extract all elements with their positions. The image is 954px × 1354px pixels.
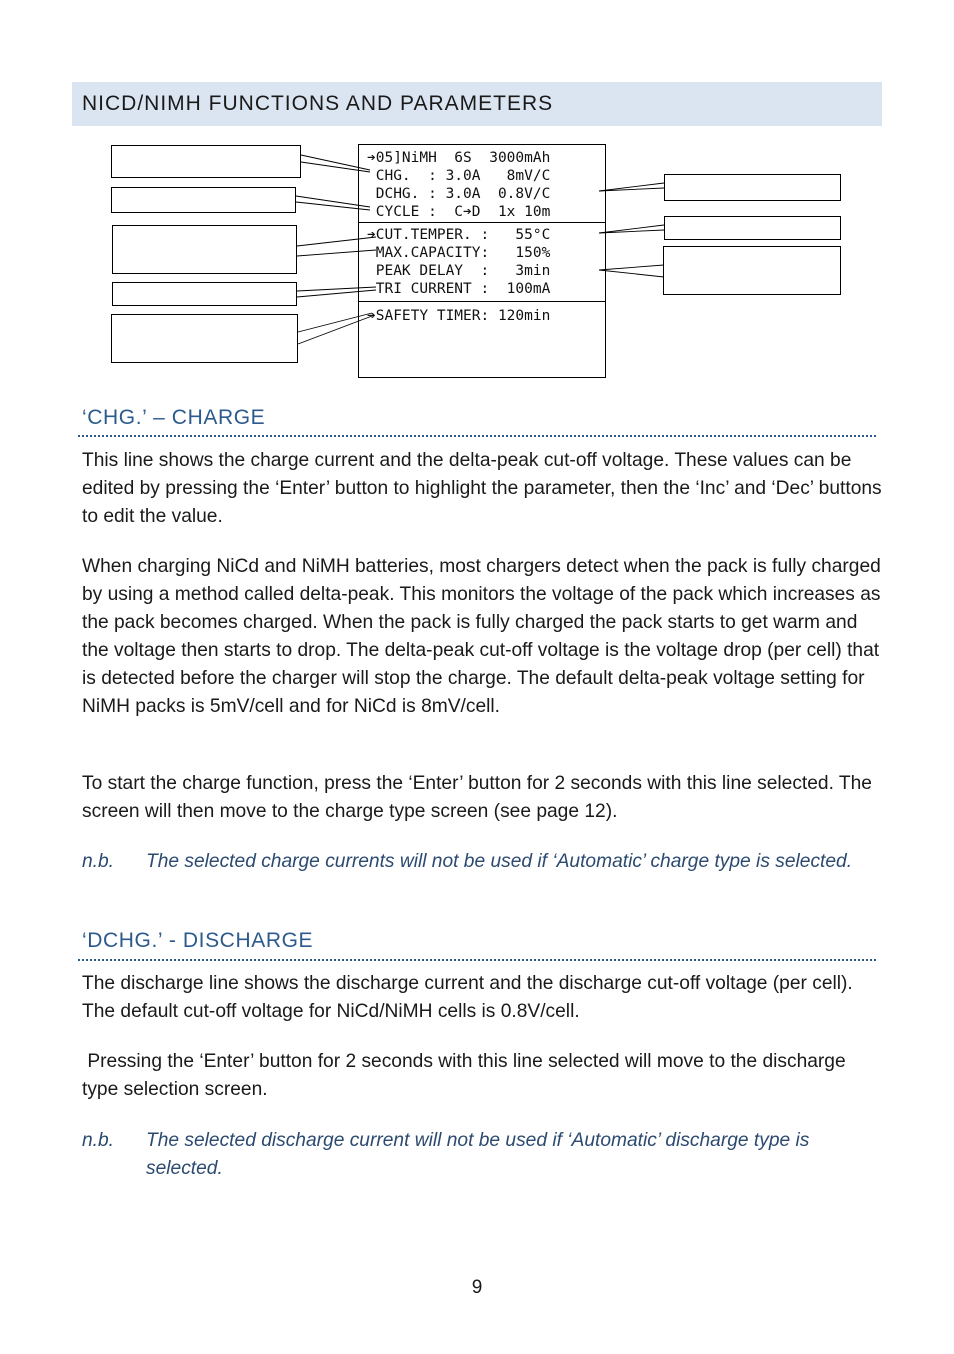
page-title: NICD/NIMH FUNCTIONS AND PARAMETERS [82, 92, 554, 115]
lcd-line: ➔SAFETY TIMER: 120min [367, 308, 551, 324]
lcd-line: MAX.CAPACITY: 150% [367, 245, 551, 261]
note-text: The selected charge currents will not be used if ‘Automatic’ charge type is selected. [146, 851, 853, 872]
note-label: n.b. [82, 1130, 115, 1151]
lcd-line: TRI CURRENT : 100mA [367, 281, 551, 297]
callout-box-right-3 [663, 246, 841, 295]
lcd-line: ➔05]NiMH 6S 3000mAh [367, 150, 551, 166]
callout-box-right-1 [664, 174, 841, 201]
charge-heading-rule [78, 435, 876, 437]
charge-paragraph-1: This line shows the charge current and the delta-peak cut-off voltage. These values can be edited by pressing the ‘Enter’ button to highlight the parameter, then the ‘Inc’ and ‘Dec’ buttons to edit the value. [82, 450, 882, 527]
discharge-paragraph-1: The discharge line shows the discharge current and the discharge cut-off voltage (per cell). The default cut-off voltage for NiCd/NiMH cells is 0.8V/cell. [82, 973, 853, 1022]
callout-box-right-2 [664, 216, 841, 240]
callout-box-left-3 [112, 225, 297, 274]
lcd-line: CYCLE : C➔D 1x 10m [367, 204, 551, 220]
charge-paragraph-3: To start the charge function, press the ‘Enter’ button for 2 seconds with this line selected. The screen will then move to the charge type screen (see page 12). [82, 773, 872, 822]
lcd-display [358, 144, 606, 378]
lcd-line: ➔CUT.TEMPER. : 55°C [367, 227, 551, 243]
lcd-divider [359, 301, 605, 302]
discharge-heading: ‘DCHG.’ - DISCHARGE [82, 929, 314, 952]
discharge-heading-rule [78, 959, 876, 961]
lcd-divider [359, 222, 605, 223]
lcd-line: CHG. : 3.0A 8mV/C [367, 168, 551, 184]
callout-box-left-1 [111, 145, 301, 178]
charge-heading: ‘CHG.’ – CHARGE [82, 406, 266, 429]
page-number: 9 [471, 1277, 483, 1298]
callout-box-left-4 [112, 282, 297, 306]
note-text: The selected discharge current will not be used if ‘Automatic’ discharge type is selected. [146, 1130, 810, 1179]
callout-box-left-2 [111, 187, 296, 213]
lcd-line: DCHG. : 3.0A 0.8V/C [367, 186, 551, 202]
callout-box-left-5 [111, 314, 298, 363]
lcd-line: PEAK DELAY : 3min [367, 263, 551, 279]
charge-paragraph-2: When charging NiCd and NiMH batteries, most chargers detect when the pack is fully charged by using a method called delta-peak. This monitors the voltage of the pack which increases as the pack becomes charged. When the pack is fully charged the pack starts to get warm and the voltage then starts to drop. The delta-peak cut-off voltage is the voltage drop (per cell) that is detected before the charger will stop the charge. The default delta-peak voltage setting for NiMH packs is 5mV/cell and for NiCd is 8mV/cell. [82, 556, 881, 717]
note-label: n.b. [82, 851, 115, 872]
discharge-paragraph-2: Pressing the ‘Enter’ button for 2 seconds with this line selected will move to the discharge type selection screen. [82, 1051, 851, 1100]
